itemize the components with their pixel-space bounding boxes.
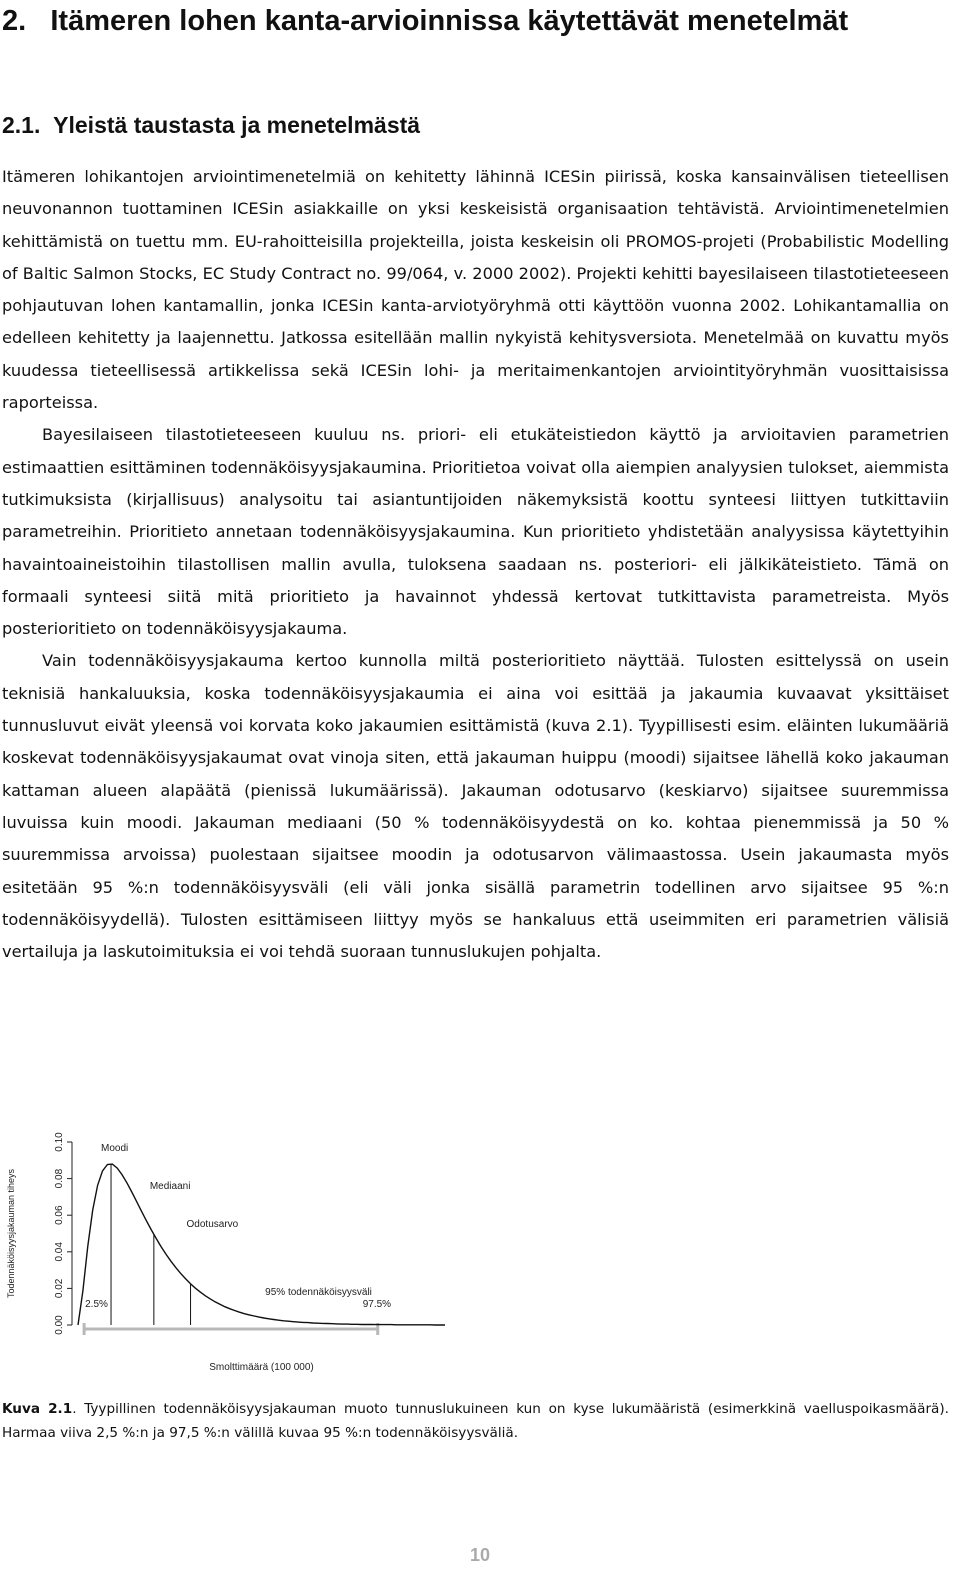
median-label: Mediaani — [149, 1181, 191, 1192]
section-number: 2. — [2, 5, 27, 37]
upper-quantile-label: 97.5% — [362, 1299, 392, 1310]
paragraph-2: Bayesilaiseen tilastotieteeseen kuuluu ns. priori- eli etukäteistiedon käyttö ja arvioitavien parametrien estimaattien esittäminen todennäköisyysjakaumina. Prioritietoa voivat olla aiempien analyysien tulokset, aiemmista tutkimuksista (kirjallisuus) analysoitu tai asiantuntijoiden näkemyksistä koottu synteesi liittyen tutkittaviin parametreihin. Prioritieto annetaan todennäköisyysjakaumina. Kun prioritieto yhdistetään analyysissa käytettyihin havaintoaineistoihin tilastollisen mallin avulla, tuloksena saadaan ns. posteriori- eli jälkikäteistieto. Tämä on formaali synteesi siitä mitä prioritieto ja havainnot yhdessä kertovat tutkittavista parametreista. Myös posterioritieto on todennäköisyysjakauma. — [2, 425, 949, 639]
page-number: 10 — [469, 1545, 491, 1565]
figure-caption — [2, 1397, 949, 1445]
y-tick-label-4: 0.08 — [54, 1168, 65, 1189]
body-text — [2, 161, 949, 968]
y-tick-label-5: 0.10 — [54, 1132, 65, 1152]
lower-quantile-label: 2.5% — [85, 1299, 108, 1310]
y-axis-label: Todennäköisyysjakauman tiheys — [6, 1168, 16, 1299]
paragraph-3: Vain todennäköisyysjakauma kertoo kunnolla miltä posterioritieto näyttää. Tulosten esittelyssä on usein teknisiä hankaluuksia, koska todennäköisyysjakaumia ei aina voi esittää ja jakaumia kuvaavat yksittäiset tunnusluvut eivät yleensä voi korvata koko jakaumien esittämistä (kuva 2.1). Tyypillisesti esim. eläinten lukumääriä koskevat todennäköisyysjakaumat ovat vinoja siten, että jakauman huippu (moodi) sijaitsee lähellä koko jakauman kattaman alueen alapäätä (pienissä lukumäärissä). Jakauman odotusarvo (keskiarvo) sijaitsee suuremmissa luvuissa kuin moodi. Jakauman mediaani (50 % todennäköisyydestä on ko. kohtaa pienemmissä ja 50 % suuremmissa arvoissa) puolestaan sijaitsee moodin ja odotusarvon välimaastossa. Usein jakaumasta myös esitetään 95 %:n todennäköisyysväli (eli väli jonka sisällä parametrin todellinen arvo sijaitsee 95 %:n todennäköisyydellä). Tulosten esittämiseen liittyy myös se hankaluus että useimmiten eri parametrien välisiä vertailuja ja laskutoimituksia ei voi tehdä suoraan tunnuslukujen pohjalta. — [2, 651, 949, 962]
y-tick-label-2: 0.04 — [54, 1242, 65, 1262]
y-tick-label-1: 0.02 — [54, 1278, 65, 1299]
caption-label: Kuva 2.1 — [2, 1401, 73, 1417]
y-tick-label-3: 0.06 — [54, 1205, 65, 1225]
mean-label: Odotusarvo — [186, 1219, 239, 1230]
interval-label: 95% todennäköisyysväli — [265, 1286, 372, 1298]
mode-label: Moodi — [101, 1143, 129, 1154]
paragraph-1: Itämeren lohikantojen arviointimenetelmiä on kehitetty lähinnä ICESin piirissä, koska kansainvälisen tieteellisen neuvonannon tuottaminen ICESin asiakkaille on yksi keskeisistä organisaation tehtävistä. Arviointimenetelmien kehittämistä on tuettu mm. EU-rahoitteisilla projekteilla, joista keskeisin oli PROMOS-projeti (Probabilistic Modelling of Baltic Salmon Stocks, EC Study Contract no. 99/064, v. 2000 2002). Projekti kehitti bayesilaiseen tilastotieteeseen pohjautuvan lohen kantamallin, jonka ICESin kanta-arviotyöryhmä otti käyttöön vuonna 2002. Lohikantamallia on edelleen kehitetty ja laajennettu. Jatkossa esitellään mallin nykyistä kehitysversiota. Menetelmää on kuvattu myös kuudessa tieteellisessä artikkelissa sekä ICESin lohi- ja meritaimenkantojen arviointityöryhmän vuosittaisissa raporteissa. — [2, 167, 949, 413]
subsection-heading — [2, 109, 420, 141]
y-tick-label-0: 0.00 — [54, 1315, 65, 1335]
density-chart — [0, 1120, 470, 1390]
subsection-title: Yleistä taustasta ja menetelmästä — [53, 112, 421, 138]
x-axis-label: Smolttimäärä (100 000) — [209, 1362, 314, 1373]
figure-2-1 — [0, 1120, 960, 1390]
section-title: Itämeren lohen kanta-arvioinnissa käytettävät menetelmät — [50, 5, 849, 37]
subsection-number: 2.1. — [2, 112, 41, 138]
caption-text: . Tyypillinen todennäköisyysjakauman muoto tunnuslukuineen kun on kyse lukumääristä (esimerkkinä vaelluspoikasmäärä). Harmaa viiva 2,5 %:n ja 97,5 %:n välillä kuvaa 95 %:n todennäköisyysväliä. — [2, 1401, 949, 1441]
section-heading — [2, 0, 942, 43]
